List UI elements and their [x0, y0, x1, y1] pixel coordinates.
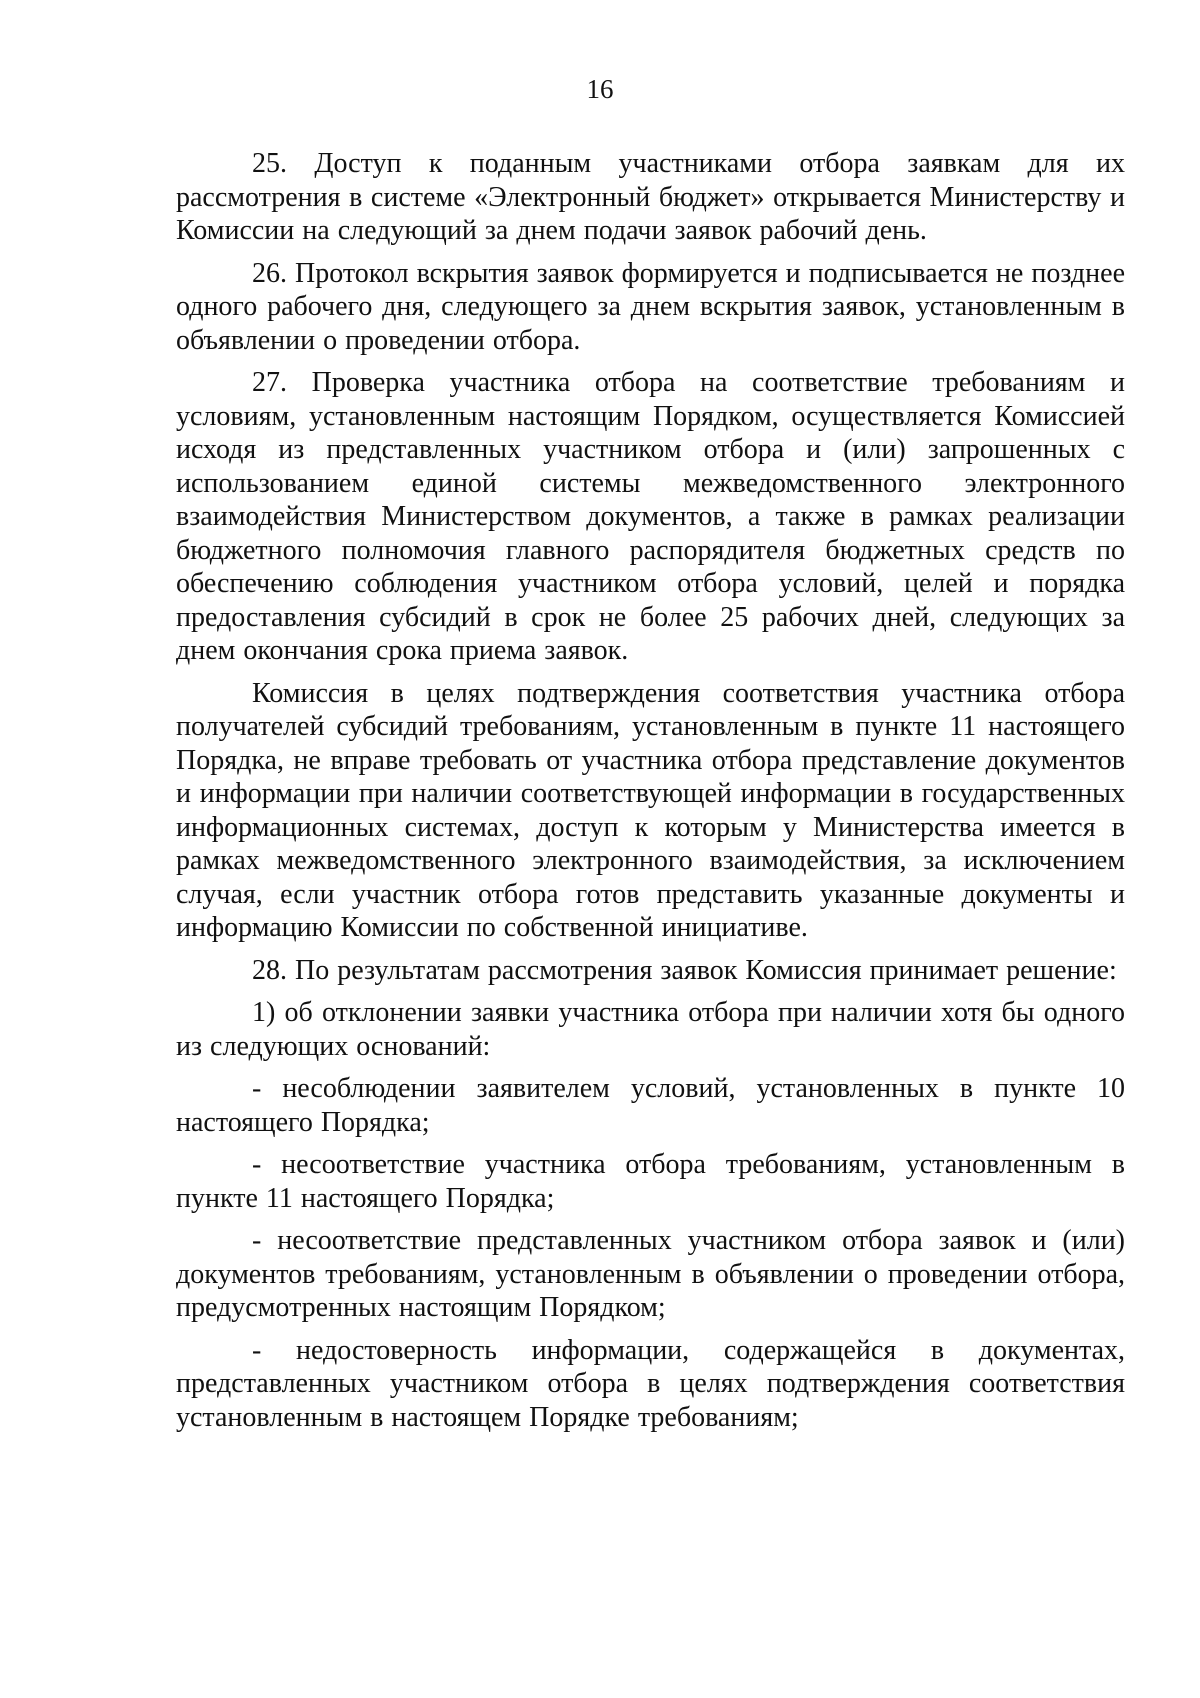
- list-item-ground-false-information: - недостоверность информации, содержащейся в документах, представленных участником отбора в целях подтверждения соответствия установленным в настоящем Порядке требованиям;: [176, 1334, 1125, 1433]
- list-item-ground-requirements: - несоответствие участника отбора требованиям, установленным в пункте 11 настоящего Порядка;: [176, 1149, 1125, 1214]
- list-item-ground-documents: - несоответствие представленных участником отбора заявок и (или) документов требованиям, установленным в объявлении о проведении отбора, предусмотренных настоящим Порядком;: [176, 1225, 1125, 1323]
- paragraph-26-protocol: 26. Протокол вскрытия заявок формируется и подписывается не позднее одного рабочего дня, следующего за днем вскрытия заявок, установленным в объявлении о проведении отбора.: [176, 257, 1125, 356]
- paragraph-27-verification: 27. Проверка участника отбора на соответствие требованиям и условиям, установленным настоящим Порядком, осуществляется Комиссией исходя из представленных участником отбора и (или) запрошенных с использованием единой системы межведомственного электронного взаимодействия Министерством документов, а также в рамках реализации бюджетного полномочия главного распорядителя бюджетных средств по обеспечению соблюдения участником отбора условий, целей и порядка предоставления субсидий в срок не более 25 рабочих дней, следующих за днем окончания срока приема заявок.: [176, 367, 1125, 666]
- paragraph-28-decision: 28. По результатам рассмотрения заявок Комиссия принимает решение:: [252, 954, 1117, 986]
- list-item-ground-conditions: - несоблюдении заявителем условий, установленных в пункте 10 настоящего Порядка;: [176, 1073, 1125, 1138]
- page-number: 16: [586, 74, 614, 104]
- document-body: [176, 147, 1125, 1443]
- paragraph-25-access: 25. Доступ к поданным участниками отбора заявкам для их рассмотрения в системе «Электронный бюджет» открывается Министерству и Комиссии на следующий за днем подачи заявок рабочий день.: [176, 148, 1125, 246]
- paragraph-commission-requirements: Комиссия в целях подтверждения соответствия участника отбора получателей субсидий требованиям, установленным в пункте 11 настоящего Порядка, не вправе требовать от участника отбора представление документов и информации при наличии соответствующей информации в государственных информационных системах, доступ к которым у Министерства имеется в рамках межведомственного электронного взаимодействия, за исключением случая, если участник отбора готов представить указанные документы и информацию Комиссии по собственной инициативе.: [176, 677, 1125, 943]
- paragraph-rejection-grounds: 1) об отклонении заявки участника отбора при наличии хотя бы одного из следующих оснований:: [176, 997, 1125, 1062]
